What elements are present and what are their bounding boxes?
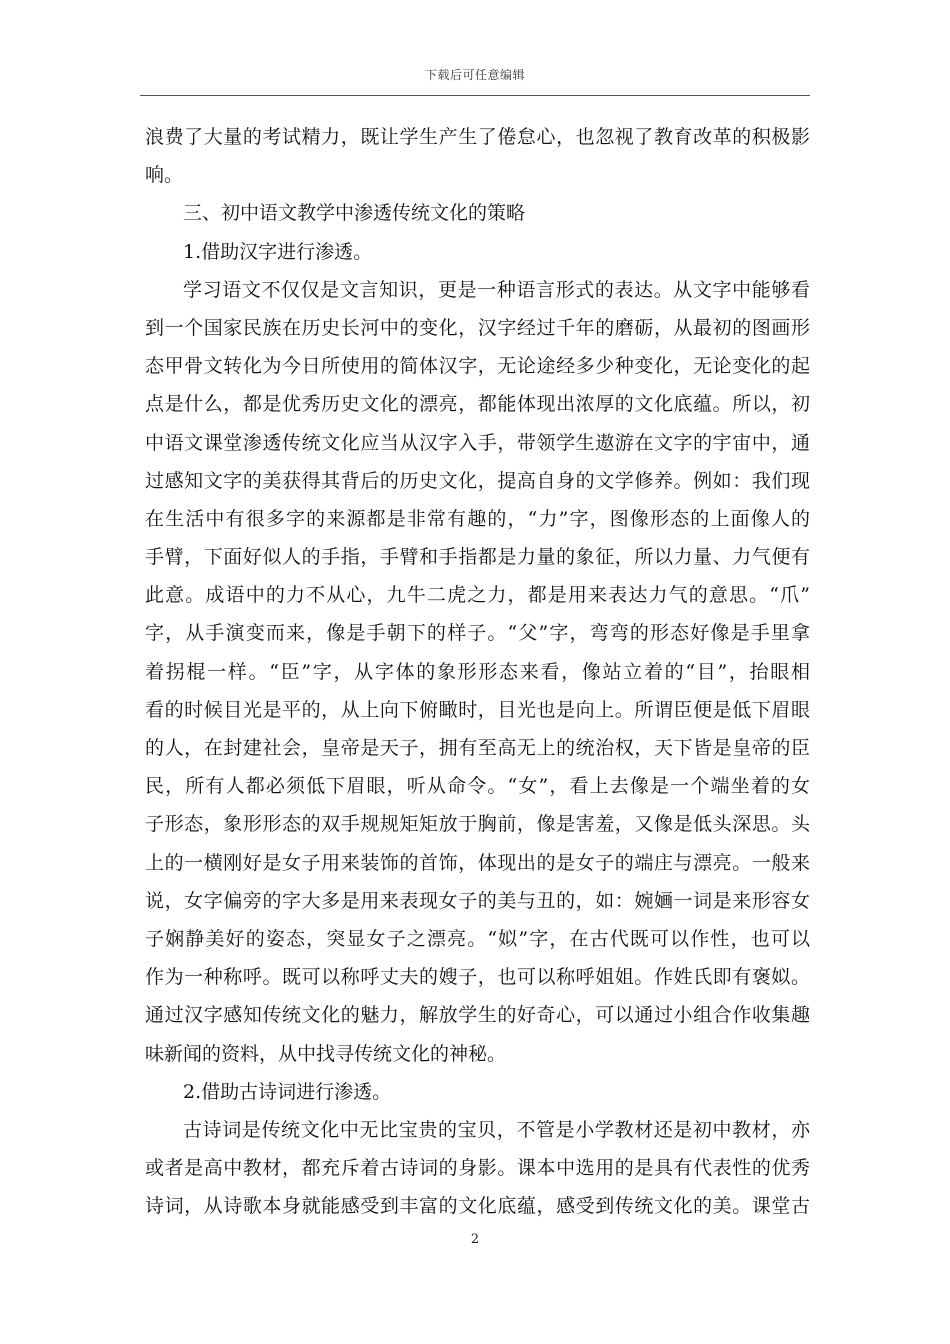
text-line: 子形态，象形形态的双手规规矩矩放于胸前，像是害羞，又像是低头深思。头 — [145, 813, 810, 836]
text-line: 诗词，从诗歌本身就能感受到丰富的文化底蕴，感受到传统文化的美。课堂古 — [145, 1195, 810, 1218]
text-line: 2.借助古诗词进行渗透。 — [183, 1080, 392, 1103]
header-divider — [140, 95, 810, 96]
text-line: 上的一横刚好是女子用来装饰的首饰，体现出的是女子的端庄与漂亮。一般来 — [145, 851, 810, 874]
text-line: 浪费了大量的考试精力，既让学生产生了倦怠心，也忽视了教育改革的积极影 — [145, 126, 810, 148]
text-line: 过感知文字的美获得其背后的历史文化，提高自身的文学修养。例如：我们现 — [145, 469, 810, 492]
text-line: 学习语文不仅仅是文言知识，更是一种语言形式的表达。从文字中能够看 — [183, 278, 810, 301]
text-line: 到一个国家民族在历史长河中的变化，汉字经过千年的磨砺，从最初的图画形 — [145, 316, 810, 339]
text-line: 说，女字偏旁的字大多是用来表现女子的美与丑的，如：婉婳一词是来形容女 — [145, 889, 810, 912]
text-line: 子娴静美好的姿态，突显女子之漂亮。“姒”字，在古代既可以作性，也可以 — [145, 927, 810, 950]
text-line: 中语文课堂渗透传统文化应当从汉字入手，带领学生遨游在文字的宇宙中，通 — [145, 431, 810, 454]
text-line: 字，从手演变而来，像是手朝下的样子。“父”字，弯弯的形态好像是手里拿 — [145, 622, 810, 645]
text-line: 民，所有人都必须低下眉眼，听从命令。“女”，看上去像是一个端坐着的女 — [145, 775, 810, 798]
text-line: 态甲骨文转化为今日所使用的简体汉字，无论途经多少种变化，无论变化的起 — [145, 355, 810, 378]
document-body — [145, 118, 810, 1225]
page-header: 下载后可任意编辑 — [424, 68, 525, 82]
text-line: 看的时候目光是平的，从上向下俯瞰时，目光也是向上。所谓臣便是低下眉眼 — [145, 698, 810, 721]
text-line: 味新闻的资料，从中找寻传统文化的神秘。 — [145, 1042, 507, 1065]
text-line: 响。 — [145, 164, 184, 187]
text-line: 作为一种称呼。既可以称呼丈夫的嫂子，也可以称呼姐姐。作姓氏即有褒姒。 — [145, 966, 810, 989]
text-line: 通过汉字感知传统文化的魅力，解放学生的好奇心，可以通过小组合作收集趣 — [145, 1004, 810, 1027]
text-line: 此意。成语中的力不从心，九牛二虎之力，都是用来表达力气的意思。“爪” — [145, 584, 810, 607]
text-line: 1.借助汉字进行渗透。 — [183, 240, 373, 263]
page-number: 2 — [470, 1232, 480, 1247]
text-line: 或者是高中教材，都充斥着古诗词的身影。课本中选用的是具有代表性的优秀 — [145, 1157, 810, 1180]
text-line: 三、初中语文教学中渗透传统文化的策略 — [183, 202, 526, 225]
text-line: 在生活中有很多字的来源都是非常有趣的，“力”字，图像形态的上面像人的 — [145, 507, 810, 530]
text-line: 的人，在封建社会，皇帝是天子，拥有至高无上的统治权，天下皆是皇帝的臣 — [145, 737, 810, 759]
text-line: 古诗词是传统文化中无比宝贵的宝贝，不管是小学教材还是初中教材，亦 — [183, 1118, 810, 1141]
text-line: 手臂，下面好似人的手指，手臂和手指都是力量的象征，所以力量、力气便有 — [145, 546, 810, 569]
text-line: 点是什么，都是优秀历史文化的漂亮，都能体现出浓厚的文化底蕴。所以，初 — [145, 393, 810, 416]
text-line: 着拐棍一样。“臣”字，从字体的象形形态来看，像站立着的“目”，抬眼相 — [145, 660, 810, 683]
